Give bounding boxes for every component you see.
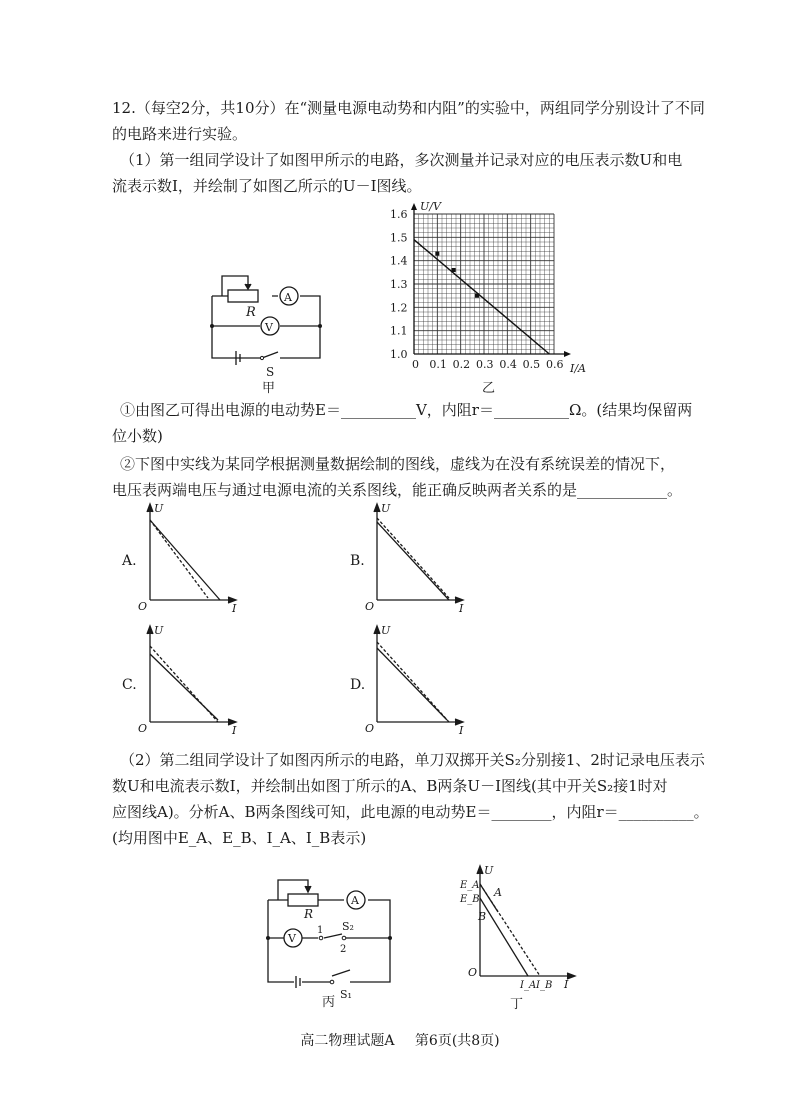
q1-line-2: 位小数) [112,427,163,445]
chart-title-yi: 乙 [482,381,496,396]
label-V: V [265,321,273,334]
label-jia: 甲 [262,381,276,396]
part1-line-2: 流表示数I，并绘制了如图乙所示的U－I图线。 [112,177,422,195]
part2-line-2: 数U和电流表示数I，并绘制出如图丁所示的A、B两条U－I图线(其中开关S₂接1时对 [112,777,668,795]
x-axis-arrow [564,351,571,357]
x-tick-label: 0.4 [499,358,517,371]
circuit-bing [258,870,408,1015]
x-tick-label: 0.2 [452,358,471,371]
option-b-O: O [365,600,375,613]
chart-ylabel: U/V [420,200,441,213]
x-tick-label: 0.1 [429,358,447,371]
label-EA: E_A [460,880,480,891]
option-d-O: O [365,722,375,735]
chart-xlabel: I/A [570,362,586,375]
option-c-O: O [138,722,148,735]
option-d-graph [365,622,475,737]
part2-line-1: （2）第二组同学设计了如图丙所示的电路，单刀双掷开关S₂分别接1、2时记录电压表示 [120,751,705,769]
label-A-bing: A [351,894,359,907]
option-d-I: I [459,724,464,737]
footer-page: 第6页(共8页) [414,1033,500,1049]
q1-line-1: ①由图乙可得出电源的电动势E＝__________V，内阻r＝__________Ω。(结果均保留两 [120,401,693,419]
data-point [475,294,479,298]
option-c-label: C. [122,677,137,693]
label-V-bing: V [288,932,296,945]
data-point [435,252,439,256]
label-S1: S₁ [340,988,352,1001]
label-R: R [246,305,256,320]
x-tick-label: 0.6 [546,358,564,371]
label-S: S [266,365,275,379]
option-a-graph [138,500,248,615]
footer-subject: 高二物理试题A [300,1033,395,1049]
label-1: 1 [317,925,324,936]
option-b-graph [365,500,475,615]
ding-I: I [564,978,569,991]
y-tick-label: 1.1 [390,324,408,338]
y-tick-label: 1.0 [390,348,408,361]
option-d-U: U [381,624,391,637]
ding-line-A: A [494,886,502,899]
graph-ding [452,862,582,1020]
label-2: 2 [340,944,347,955]
y-tick-label: 1.4 [390,254,408,268]
data-point [452,268,456,272]
q2-line-2: 电压表两端电压与通过电源电流的关系图线，能正确反映两者关系的是____________。 [112,481,683,499]
q2-line-1: ②下图中实线为某同学根据测量数据绘制的图线，虚线为在没有系统误差的情况下， [120,455,676,473]
label-R-bing: R [304,907,314,921]
rheostat-R [228,290,258,302]
part2-line-4: (均用图中E_A、E_B、I_A、I_B表示) [112,829,367,847]
x-tick-label: 0.5 [522,358,541,371]
x-tick-label: 0.3 [476,358,494,371]
option-b-label: B. [350,553,365,569]
option-c-I: I [232,724,237,737]
label-S2: S₂ [342,920,354,933]
y-tick-label: 1.2 [390,301,408,315]
label-ding: 丁 [510,997,524,1012]
y-tick-label: 1.3 [390,278,408,291]
y-tick-label: 1.5 [390,231,408,245]
option-c-graph [138,622,248,737]
option-b-U: U [381,502,391,515]
ding-O: O [468,966,478,979]
option-a-label: A. [122,553,137,569]
label-IA: I_A [520,980,537,991]
label-IB: I_B [536,980,553,991]
label-A: A [284,291,292,304]
question-stem-line-1: 12.（每空2分，共10分）在“测量电源电动势和内阻”的实验中，两组同学分别设计了不同 [112,99,705,117]
y-tick-label: 1.6 [390,208,408,221]
circuit-jia [200,268,340,398]
part1-line-1: （1）第一组同学设计了如图甲所示的电路，多次测量并记录对应的电压表示数U和电 [120,151,683,169]
label-bing: 丙 [322,995,336,1010]
page-footer [0,1030,800,1050]
option-a-I: I [232,602,237,615]
x-tick-label: 0 [412,358,419,371]
option-b-I: I [459,602,464,615]
question-stem-line-2: 的电路来进行实验。 [112,125,248,143]
option-d-label: D. [350,677,366,693]
part2-line-3: 应图线A)。分析A、B两条图线可知，此电源的电动势E＝________，内阻r＝__________。 [112,803,709,821]
option-a-U: U [154,502,164,515]
option-c-U: U [154,624,164,637]
fit-line [414,240,549,354]
rheostat-R-bing [288,894,318,906]
ding-line-B: B [478,910,487,923]
ding-U: U [484,864,494,877]
label-EB: E_B [460,894,480,905]
option-a-O: O [138,600,148,613]
chart-yi [370,200,600,395]
y-axis-arrow [411,203,417,210]
